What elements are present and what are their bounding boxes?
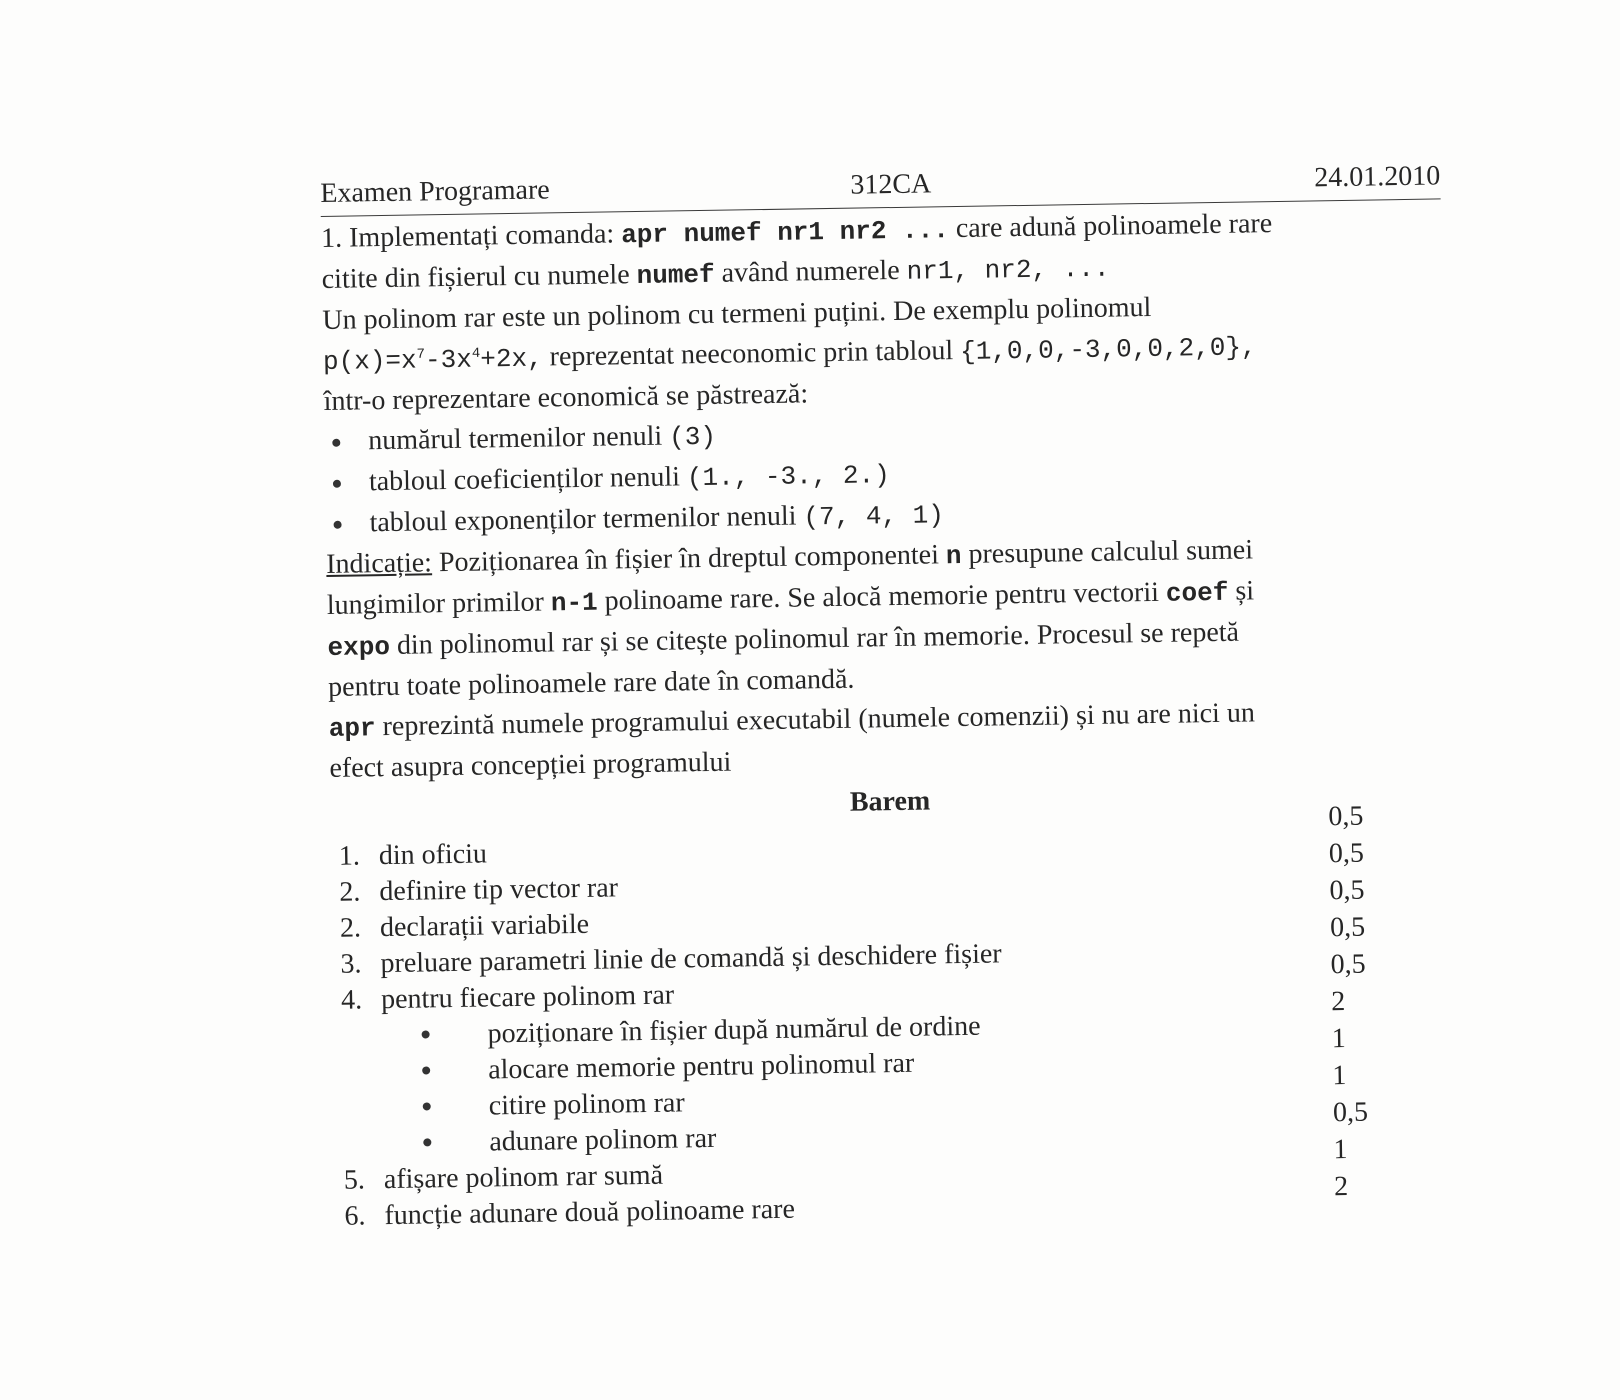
hint-line-1: Indicație: Poziționarea în fișier în dreptul componentei n presupune calculul sumei — [325, 534, 1254, 580]
hint-line-2: lungimilor primilor n-1 polinoame rare. Se alocă memorie pentru vectorii coef și — [326, 575, 1255, 621]
note-line-2: efect asupra concepției programului — [329, 746, 732, 784]
command-code: apr numef nr1 nr2 ... — [620, 215, 950, 251]
barem-row: 3. preluare parametri linie de comandă și deschidere fișier — [340, 938, 1002, 980]
barem-row: 2. declarații variabile — [339, 908, 590, 944]
bullet-icon — [422, 1066, 430, 1074]
score-value: 0,5 — [1328, 837, 1365, 870]
hint-line-3: expo din polinomul rar și se citește polinomul rar în memorie. Procesul se repetă — [327, 616, 1240, 663]
score-value: 0,5 — [1329, 911, 1366, 944]
bullet-icon — [422, 1030, 430, 1038]
score-value: 0,5 — [1328, 800, 1364, 833]
score-value: 0,5 — [1330, 948, 1366, 981]
score-value: 1 — [1332, 1059, 1347, 1092]
problem-text: reprezentat neeconomic prin tabloul — [542, 334, 961, 373]
barem-row: 1. din oficiu — [338, 838, 488, 872]
barem-title: Barem — [849, 785, 931, 818]
score-value: 1 — [1331, 1022, 1347, 1055]
problem-text: citite din fișierul cu numele — [321, 259, 637, 295]
bullet-icon — [423, 1138, 431, 1146]
list-item: tabloul exponenților termenilor nenuli (7, 4, 1) — [325, 486, 1446, 545]
problem-text: care adună polinoamele rare — [955, 208, 1273, 245]
barem-subrow: citire polinom rar — [334, 1071, 1454, 1125]
barem-row: 6. funcție adunare două polinoame rare — [344, 1193, 796, 1232]
barem-row: 2. definire tip vector rar — [339, 872, 619, 908]
hint-line-4: pentru toate polinoamele rare date în comandă. — [327, 663, 855, 703]
score-value: 2 — [1330, 986, 1346, 1018]
problem-line-3: Un polinom rar este un polinom cu termeni puțini. De exemplu polinomul — [322, 291, 1152, 336]
score-value: 2 — [1333, 1170, 1349, 1203]
list-item: tabloul coeficienților nenuli (1., -3., 2.) — [325, 445, 1446, 504]
problem-text: având numerele — [714, 254, 900, 289]
exam-sheet — [320, 150, 1457, 1232]
exam-date: 24.01.2010 — [1314, 160, 1441, 194]
barem-subrow: adunare polinom rar — [335, 1107, 1455, 1161]
note-line-1: apr reprezintă numele programului executabil (numele comenzii) și nu are nici un — [328, 697, 1256, 744]
barem-row: 5. afișare polinom rar sumă — [343, 1159, 664, 1196]
filename-code: numef — [636, 259, 715, 292]
problem-line-5: într-o reprezentare economică se păstrează: — [323, 378, 809, 417]
score-column — [1328, 796, 1394, 1204]
bullet-icon — [423, 1102, 431, 1110]
array-code: {1,0,0,-3,0,0,2,0}, — [959, 332, 1257, 367]
problem-statement — [321, 201, 1450, 789]
score-value: 1 — [1333, 1133, 1348, 1166]
hint-label: Indicație: — [325, 547, 433, 580]
score-value: 0,5 — [1329, 874, 1365, 907]
barem-subrow: poziționare în fișier după numărul de ordine — [333, 999, 1453, 1053]
barem-row: 4. pentru fiecare polinom rar — [340, 979, 675, 1016]
group-code: 312CA — [850, 168, 932, 201]
exam-title: Examen Programare — [320, 174, 550, 209]
barem-subrow: alocare memorie pentru polinomul rar — [334, 1035, 1454, 1089]
polynomial-formula: $p(x)=x^7-3x^4+2x$, — [322, 343, 543, 377]
args-code: nr1, nr2, ... — [906, 253, 1110, 287]
problem-text: 1. Implementați comanda: — [320, 218, 622, 254]
list-item: numărul termenilor nenuli (3) — [324, 404, 1445, 463]
score-value: 0,5 — [1332, 1096, 1369, 1129]
